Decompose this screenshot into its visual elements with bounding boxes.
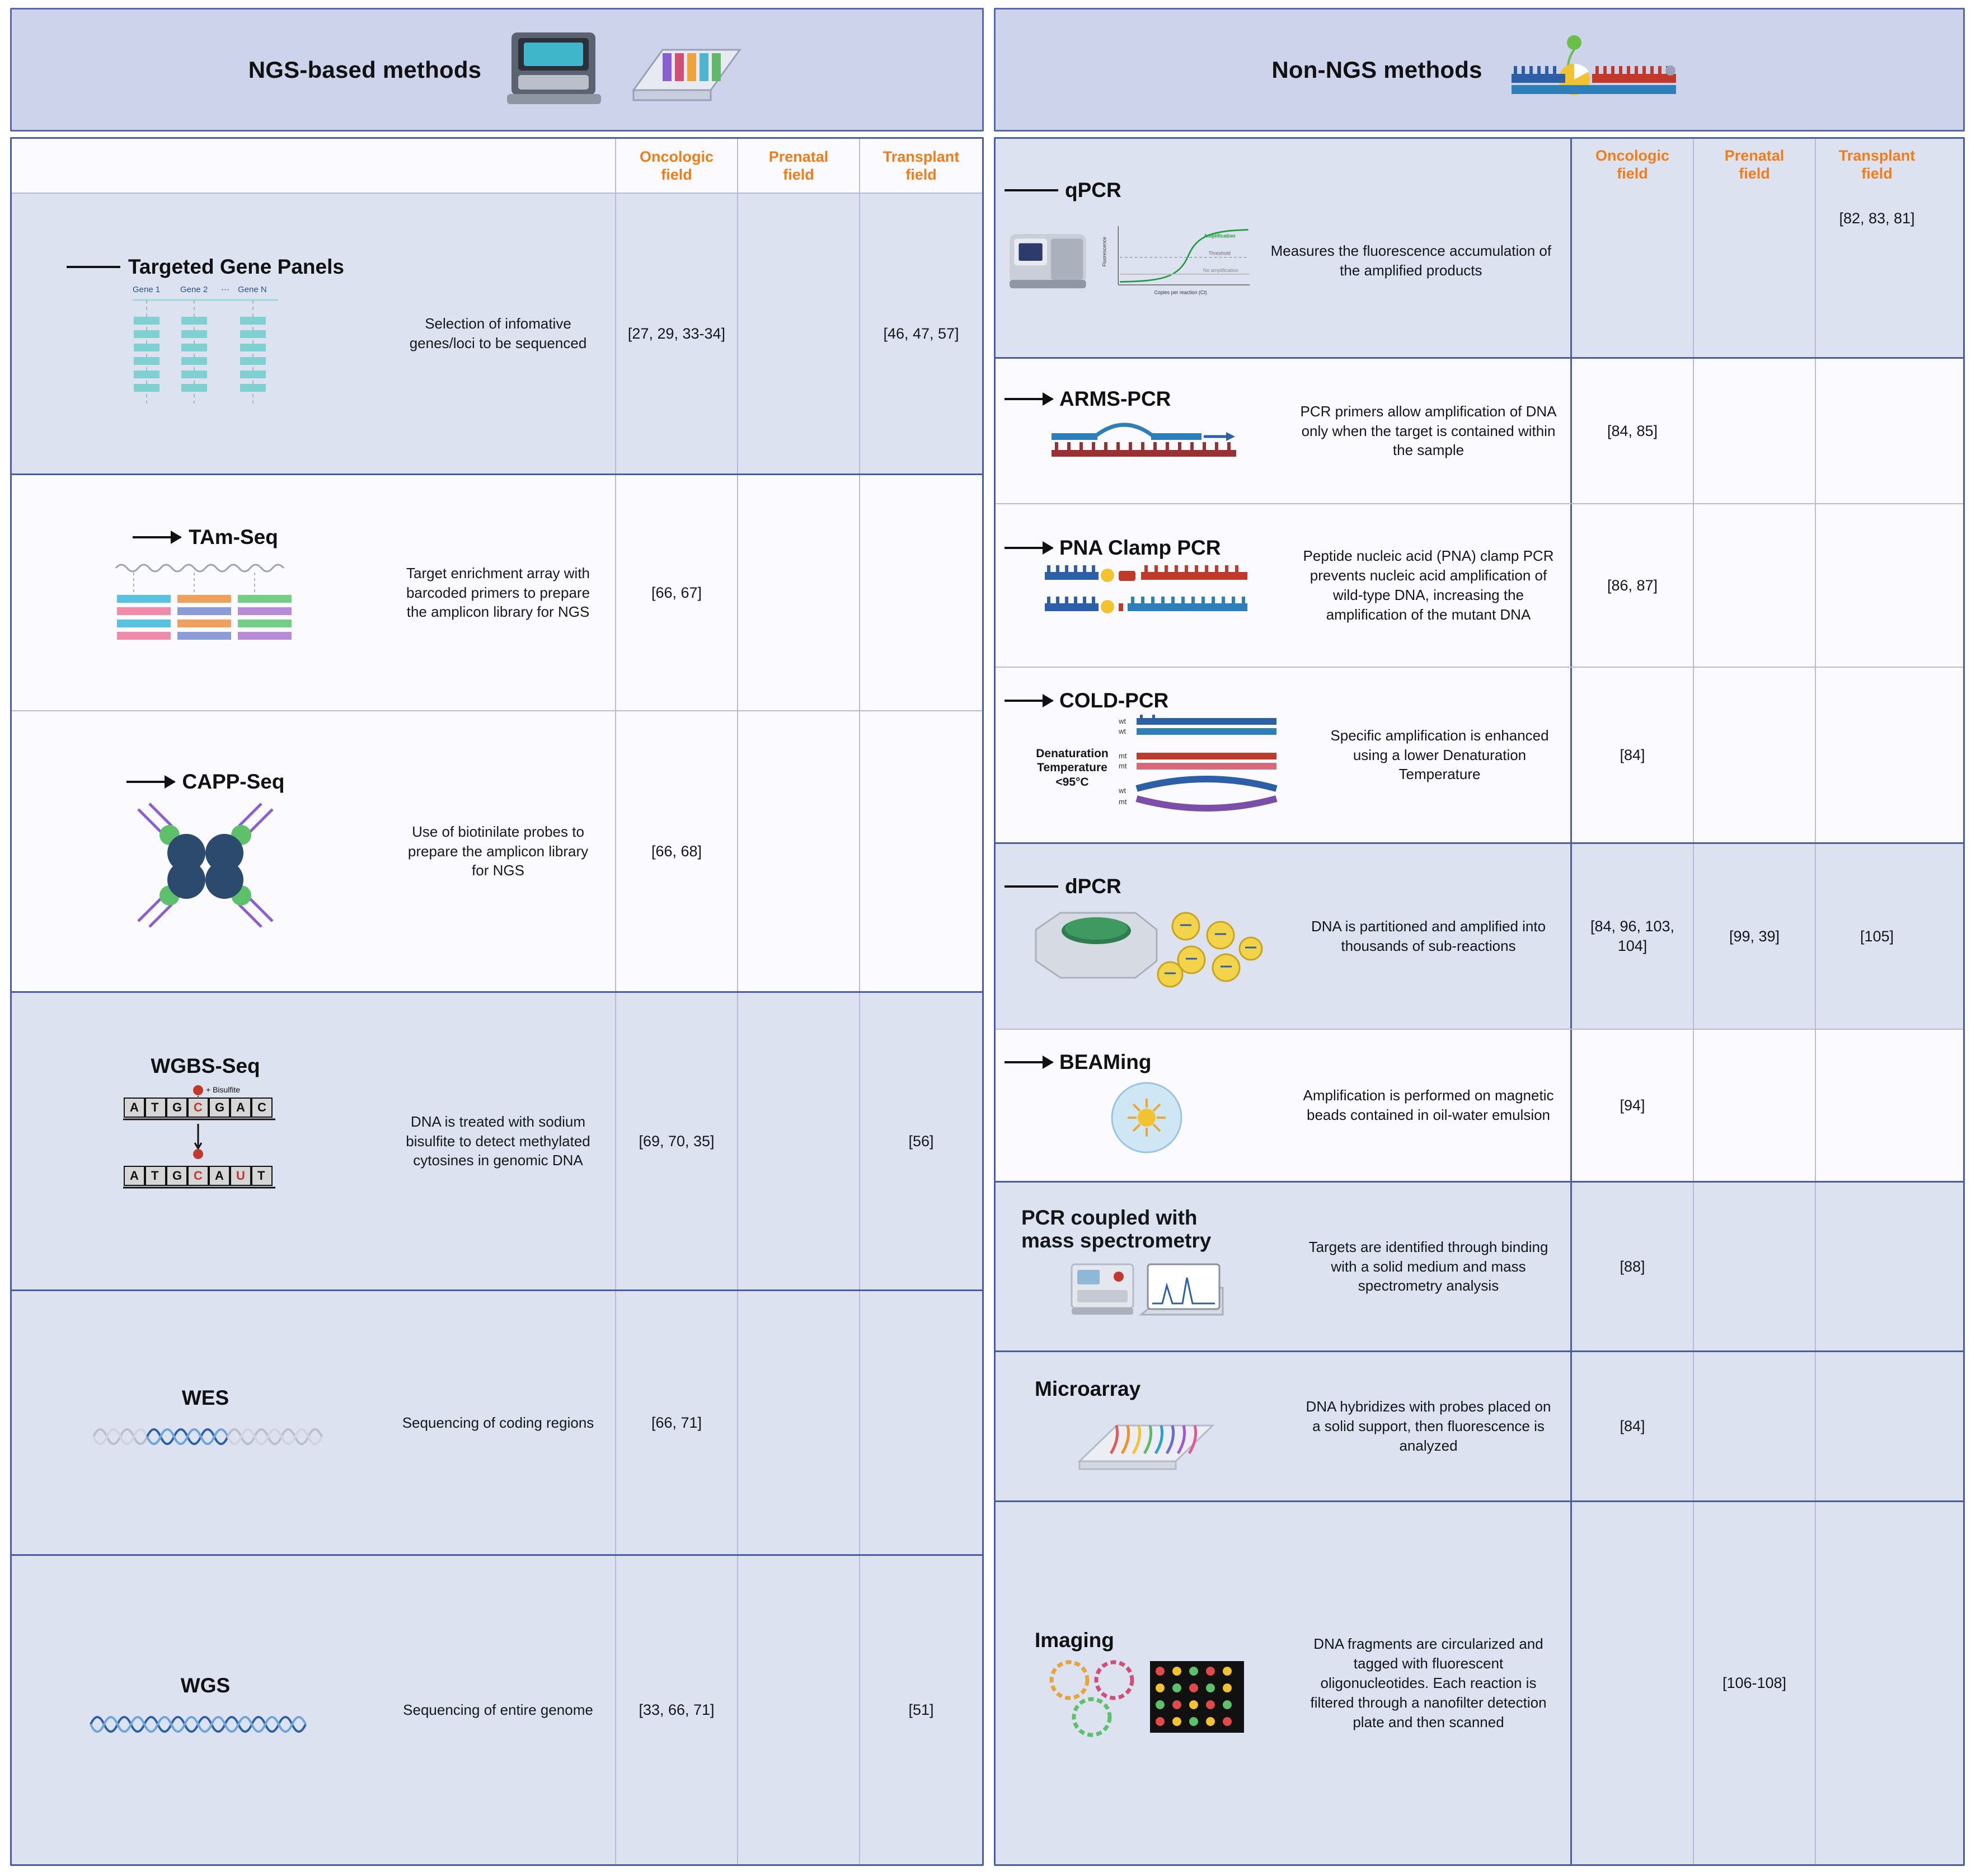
row-method-wes xyxy=(12,1291,616,1554)
row-method-tam-seq xyxy=(12,475,616,710)
svg-text:Gene 2: Gene 2 xyxy=(180,285,208,294)
ref-transplant xyxy=(860,1291,982,1554)
svg-text:G: G xyxy=(215,1100,225,1114)
ref-oncologic: [84, 96, 103, 104] xyxy=(1572,844,1694,1029)
svg-text:A: A xyxy=(130,1100,139,1114)
magnetic-bead-icon xyxy=(1096,1076,1197,1160)
pna-clamp-icon xyxy=(1035,562,1259,635)
table-row xyxy=(996,504,1963,668)
qpcr-ref-col xyxy=(1694,139,1816,357)
svg-text:T: T xyxy=(257,1169,265,1183)
svg-text:wt: wt xyxy=(1119,727,1126,735)
header-transplant-l2: field xyxy=(905,166,937,183)
header-prenatal-l1: Prenatal xyxy=(768,148,829,165)
method-description: Measures the fluorescence accumulation of the amplified products xyxy=(1270,242,1552,279)
svg-text:wt: wt xyxy=(1119,717,1126,725)
bisulfite-conversion-icon xyxy=(113,1082,298,1228)
ref-prenatal xyxy=(738,194,860,473)
ref-transplant: [46, 47, 57] xyxy=(883,325,959,342)
svg-text:C: C xyxy=(257,1100,266,1114)
method-name: TAm-Seq xyxy=(189,526,278,548)
svg-text:A: A xyxy=(236,1100,245,1114)
method-description: Peptide nucleic acid (PNA) clamp PCR prevents nucleic acid amplification of wild-type DNA, increasing the amplification of the mutant DNA xyxy=(1303,547,1554,623)
svg-text:Gene 1: Gene 1 xyxy=(133,285,161,294)
table-row xyxy=(996,668,1963,844)
row-method-imaging xyxy=(996,1502,1572,1864)
header-oncologic-l2: field xyxy=(661,166,692,183)
ref-transplant xyxy=(1816,1030,1938,1181)
table-row xyxy=(996,1030,1963,1183)
table-row xyxy=(12,1291,982,1556)
method-description: DNA is treated with sodium bisulfite to detect methylated cytosines in genomic DNA xyxy=(406,1113,590,1169)
header-oncologic-l1: Oncologic xyxy=(639,148,714,165)
method-description: DNA hybridizes with probes placed on a solid support, then fluorescence is analyzed xyxy=(1306,1398,1551,1454)
ref-prenatal xyxy=(738,993,860,1289)
connector-line xyxy=(67,266,120,268)
ref-prenatal xyxy=(1694,1183,1816,1350)
svg-text:No amplification: No amplification xyxy=(1203,267,1238,273)
imaging-nanofilter-icon xyxy=(1040,1654,1253,1738)
svg-text:C: C xyxy=(194,1100,203,1114)
connector-arrow xyxy=(1005,700,1053,702)
method-description: Target enrichment array with barcoded primers to prepare the amplicon library for NGS xyxy=(406,564,590,621)
row-method-targeted-gene-panels xyxy=(12,194,616,473)
header-oncologic-l2: field xyxy=(1617,165,1648,182)
method-description: PCR primers allow amplification of DNA only when the target is contained within the sample xyxy=(1300,402,1557,459)
qpcr-curve-chart xyxy=(1097,202,1257,320)
row-method-capp-seq xyxy=(12,711,616,991)
connector-arrow xyxy=(1005,398,1053,400)
svg-text:C: C xyxy=(194,1169,203,1183)
svg-text:T: T xyxy=(151,1169,159,1183)
gene-panel-icon xyxy=(121,283,289,412)
row-method-microarray xyxy=(996,1352,1572,1500)
header-blank-method xyxy=(12,139,616,193)
ref-oncologic: [66, 71] xyxy=(616,1291,738,1554)
method-name-line1: PCR coupled with xyxy=(1021,1206,1198,1229)
barcoded-primers-icon xyxy=(110,554,301,660)
header-transplant xyxy=(860,139,982,193)
ref-prenatal xyxy=(738,1291,860,1554)
method-name: PNA Clamp PCR xyxy=(1059,536,1221,559)
header-prenatal-l2: field xyxy=(783,166,814,183)
table-row xyxy=(996,1352,1963,1502)
probe-assay-icon xyxy=(1503,34,1687,106)
svg-text:wt: wt xyxy=(1119,786,1126,795)
mass-spectrometer-icon xyxy=(1063,1254,1231,1327)
exome-dna-icon xyxy=(88,1414,323,1459)
ref-oncologic: [69, 70, 35] xyxy=(616,993,738,1289)
method-name: Microarray xyxy=(1035,1377,1141,1400)
ref-transplant xyxy=(1816,359,1938,503)
non-ngs-table xyxy=(994,137,1965,1866)
connector-line xyxy=(1005,189,1058,191)
ref-prenatal xyxy=(738,711,860,991)
ref-oncologic: [84, 85] xyxy=(1572,359,1694,503)
method-description: Specific amplification is enhanced using a lower Denaturation Temperature xyxy=(1330,726,1549,783)
row-method-pna-clamp-pcr xyxy=(996,504,1572,667)
row-method-cold-pcr xyxy=(996,668,1572,842)
ngs-table xyxy=(10,137,984,1866)
ref-transplant: [51] xyxy=(908,1701,934,1719)
header-transplant-l1: Transplant xyxy=(1838,147,1916,164)
ref-transplant: [105] xyxy=(1860,927,1894,945)
ref-transplant xyxy=(1816,1352,1938,1500)
table-row xyxy=(996,1502,1963,1864)
method-name-line2: mass spectrometry xyxy=(1021,1229,1212,1252)
method-description: Sequencing of coding regions xyxy=(402,1414,594,1431)
ref-oncologic: [94] xyxy=(1572,1030,1694,1181)
sequencer-icon xyxy=(501,28,608,112)
method-description: Use of biotinilate probes to prepare the amplicon library for NGS xyxy=(407,823,589,879)
svg-text:A: A xyxy=(130,1169,139,1183)
method-description: DNA fragments are circularized and tagged with fluorescent oligonucleotides. Each reaction is filtered through a nanofilter detection plate and then scanned xyxy=(1310,1635,1547,1730)
ref-oncologic: [88] xyxy=(1572,1183,1694,1350)
connector-line xyxy=(1005,885,1058,888)
table-row xyxy=(12,194,982,475)
dpcr-droplets-icon xyxy=(1024,901,1270,998)
svg-text:⋯: ⋯ xyxy=(221,285,229,294)
biotinylated-probes-icon xyxy=(116,798,295,932)
ngs-banner-title: NGS-based methods xyxy=(248,56,482,83)
method-name: COLD-PCR xyxy=(1059,689,1169,712)
connector-arrow xyxy=(126,781,175,783)
header-oncologic-l1: Oncologic xyxy=(1595,147,1669,164)
method-name: Imaging xyxy=(1035,1628,1114,1652)
method-name: BEAMing xyxy=(1059,1050,1152,1073)
svg-text:mt: mt xyxy=(1119,798,1127,806)
ref-prenatal xyxy=(1694,359,1816,503)
table-row xyxy=(996,1183,1963,1352)
ref-oncologic xyxy=(1572,1502,1694,1864)
method-description: Selection of infomative genes/loci to be sequenced xyxy=(409,315,587,351)
ref-prenatal xyxy=(1694,668,1816,842)
ref-oncologic: [66, 68] xyxy=(616,711,738,991)
row-method-wgs xyxy=(12,1556,616,1864)
method-name: CAPP-Seq xyxy=(182,770,285,793)
svg-text:mt: mt xyxy=(1119,752,1127,760)
cold-pcr-icon xyxy=(1118,715,1285,821)
row-method-beaming xyxy=(996,1030,1572,1181)
ngs-banner xyxy=(10,8,984,132)
ref-prenatal xyxy=(738,475,860,710)
ref-transplant xyxy=(860,475,982,710)
svg-text:Amplification: Amplification xyxy=(1204,233,1236,239)
ref-prenatal xyxy=(738,1556,860,1864)
svg-text:Gene N: Gene N xyxy=(238,285,267,294)
non-ngs-banner xyxy=(994,8,1965,132)
table-row xyxy=(12,1556,982,1864)
non-ngs-column xyxy=(994,8,1965,1866)
table-row xyxy=(996,844,1963,1030)
ref-transplant xyxy=(1816,1502,1938,1864)
header-prenatal-l2: field xyxy=(1739,165,1770,182)
microplate-icon xyxy=(628,31,745,109)
ref-prenatal xyxy=(1694,504,1816,667)
row-method-wgbs-seq xyxy=(12,993,616,1289)
method-description: Amplification is performed on magnetic beads contained in oil-water emulsion xyxy=(1303,1087,1554,1123)
connector-arrow xyxy=(1005,1061,1053,1063)
method-name: WGS xyxy=(180,1673,231,1697)
cold-pcr-temperature-label: Denaturation Temperature <95°C xyxy=(1036,747,1109,789)
header-prenatal-l1: Prenatal xyxy=(1724,147,1785,164)
svg-text:Threshold: Threshold xyxy=(1208,250,1231,256)
non-ngs-banner-title: Non-NGS methods xyxy=(1271,56,1482,83)
ref-transplant xyxy=(1816,1183,1938,1350)
connector-arrow xyxy=(133,536,181,538)
ref-prenatal: [106-108] xyxy=(1694,1502,1816,1864)
ngs-table-header xyxy=(12,139,982,194)
ref-oncologic: [86, 87] xyxy=(1572,504,1694,667)
svg-text:Fluorescence: Fluorescence xyxy=(1101,236,1107,267)
row-method-qpcr xyxy=(996,139,1572,357)
method-name: ARMS-PCR xyxy=(1059,387,1171,410)
ref-oncologic: [84] xyxy=(1572,668,1694,842)
qpcr-machine-icon xyxy=(1001,205,1097,317)
ref-transplant: [82, 83, 81] xyxy=(1839,209,1915,227)
microarray-slide-icon xyxy=(1063,1403,1231,1476)
header-transplant-l1: Transplant xyxy=(883,148,960,165)
table-row xyxy=(12,993,982,1291)
genome-dna-icon xyxy=(85,1702,326,1747)
qpcr-ref-col xyxy=(1816,139,1938,357)
method-name: WES xyxy=(181,1386,229,1409)
ref-transplant xyxy=(1816,504,1938,667)
ref-oncologic: [33, 66, 71] xyxy=(616,1556,738,1864)
svg-text:T: T xyxy=(151,1100,159,1114)
table-row xyxy=(12,475,982,711)
ref-oncologic: [27, 29, 33-34] xyxy=(616,194,738,473)
header-oncologic xyxy=(616,139,738,193)
method-name: WGBS-Seq xyxy=(151,1054,260,1077)
ref-transplant xyxy=(1816,668,1938,842)
svg-text:U: U xyxy=(236,1169,245,1183)
header-transplant-l2: field xyxy=(1861,165,1893,182)
method-description: Targets are identified through binding with a solid medium and mass spectrometry analysis xyxy=(1308,1238,1548,1295)
method-name: qPCR xyxy=(1065,179,1121,201)
arms-pcr-icon xyxy=(1040,413,1253,475)
svg-text:mt: mt xyxy=(1119,762,1127,770)
ref-oncologic: [84] xyxy=(1572,1352,1694,1500)
svg-text:G: G xyxy=(172,1100,182,1114)
row-method-dpcr xyxy=(996,844,1572,1029)
ref-prenatal xyxy=(1694,1030,1816,1181)
header-prenatal xyxy=(738,139,860,193)
svg-text:A: A xyxy=(215,1169,224,1183)
svg-text:+ Bisulfite: + Bisulfite xyxy=(206,1085,241,1094)
svg-text:Copies per reaction (Ct): Copies per reaction (Ct) xyxy=(1154,289,1207,296)
method-description: Sequencing of entire genome xyxy=(403,1701,593,1719)
ref-prenatal xyxy=(1694,1352,1816,1500)
ref-oncologic: [66, 67] xyxy=(616,475,738,710)
connector-arrow xyxy=(1005,547,1053,549)
table-row xyxy=(12,711,982,993)
table-row xyxy=(996,359,1963,504)
table-row xyxy=(996,139,1963,359)
ref-prenatal: [99, 39] xyxy=(1694,844,1816,1029)
svg-text:G: G xyxy=(172,1169,182,1183)
ngs-column xyxy=(10,8,984,1866)
row-method-arms-pcr xyxy=(996,359,1572,503)
method-name: dPCR xyxy=(1065,874,1121,898)
method-name: Targeted Gene Panels xyxy=(128,255,344,278)
qpcr-ref-col xyxy=(1572,139,1694,357)
ref-transplant: [56] xyxy=(908,1132,934,1150)
method-description: DNA is partitioned and amplified into thousands of sub-reactions xyxy=(1311,918,1546,954)
ref-transplant xyxy=(860,711,982,991)
row-method-pcr-mass-spec xyxy=(996,1183,1572,1350)
